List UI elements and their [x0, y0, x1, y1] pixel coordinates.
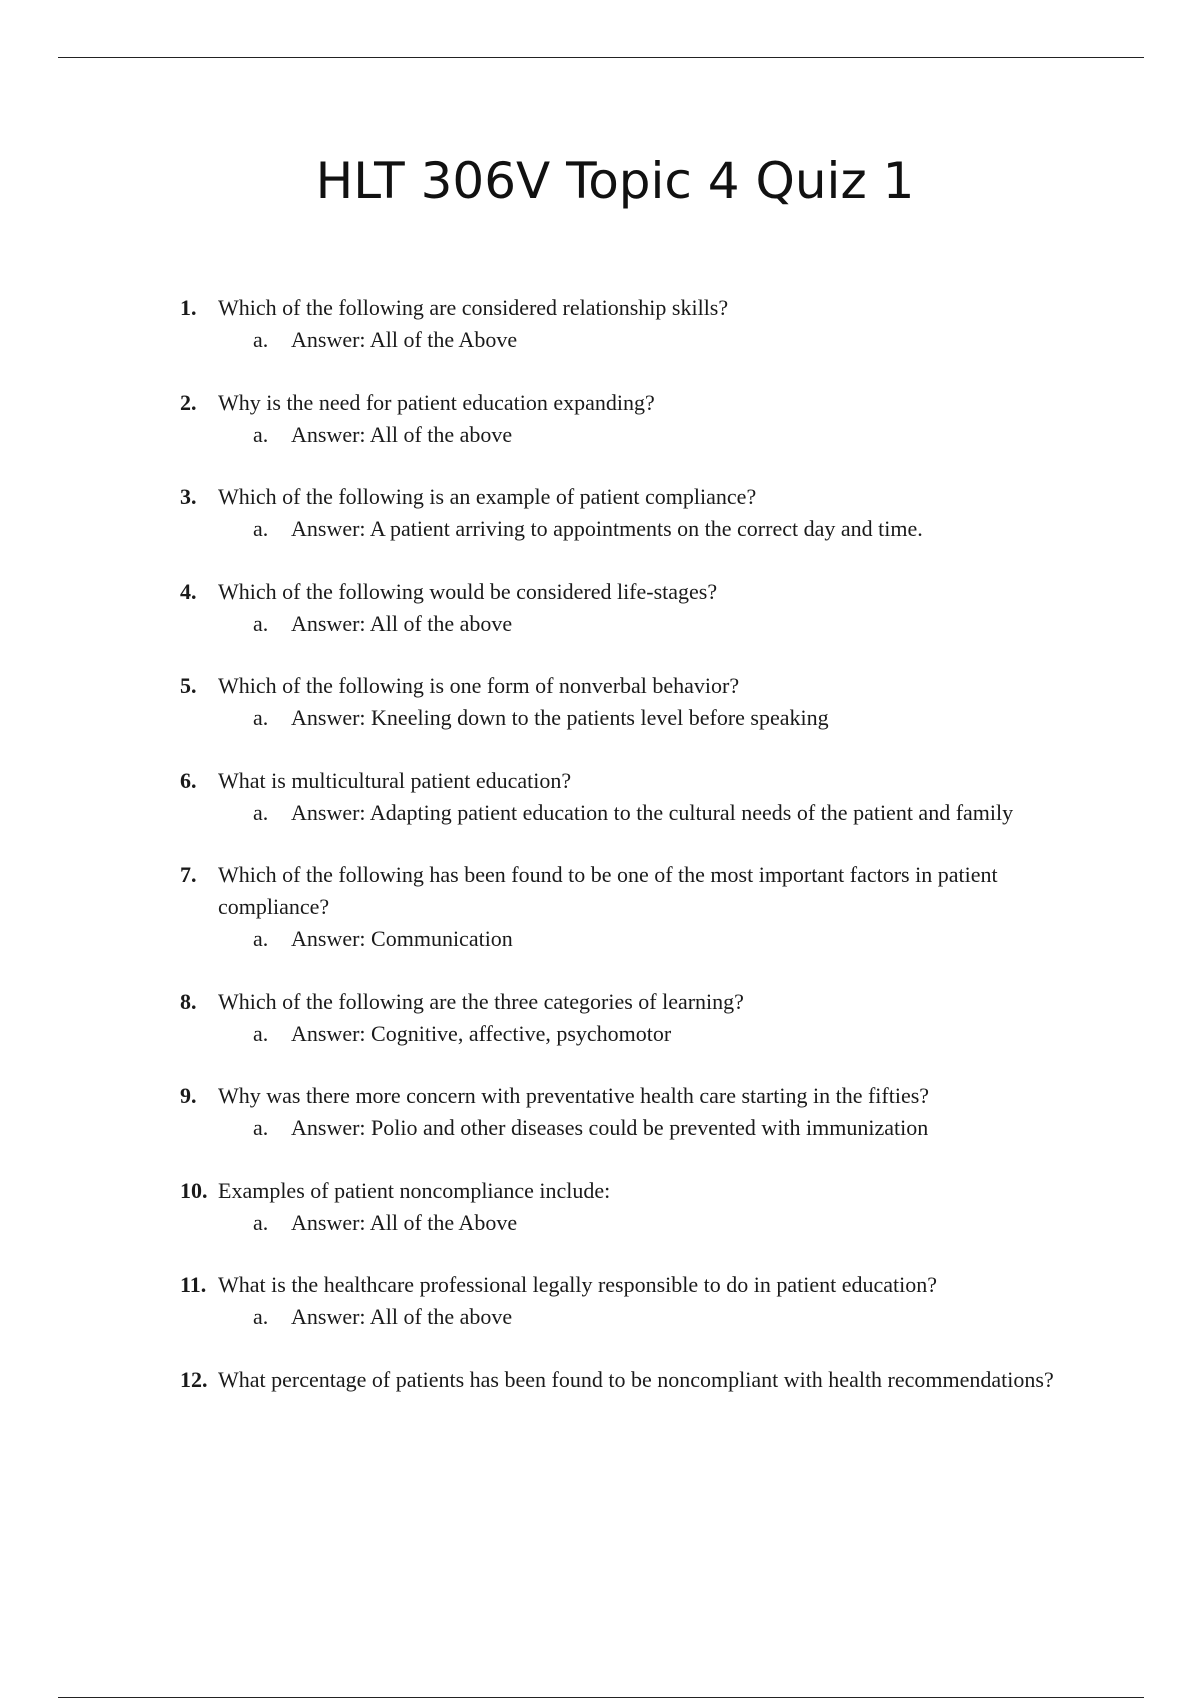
page-title: HLT 306V Topic 4 Quiz 1: [315, 152, 915, 210]
question-text: Which of the following is one form of nonverbal behavior?: [218, 673, 740, 698]
question-text: What is multicultural patient education?: [218, 767, 572, 793]
question-item: [180, 576, 1110, 640]
question-number: 3.: [180, 484, 197, 509]
question-number: 8.: [180, 988, 197, 1014]
answer-item: [218, 608, 1110, 640]
answer-item: [218, 324, 1110, 356]
answer-letter: a.: [253, 610, 269, 636]
answer-text: Answer: Adapting patient education to the cultural needs of the patient and family: [291, 799, 1014, 825]
question-item: [180, 1080, 1110, 1144]
question-text: Which of the following are considered relationship skills?: [218, 295, 729, 320]
answer-letter: a.: [253, 1020, 269, 1046]
answer-letter: a.: [253, 705, 269, 730]
question-text: Which of the following is an example of patient compliance?: [218, 484, 757, 509]
answer-item: [218, 513, 1110, 545]
bottom-rule: [58, 1697, 1144, 1698]
answer-letter: a.: [253, 1209, 269, 1235]
answer-letter: a.: [253, 1304, 269, 1329]
answer-item: [218, 923, 1110, 955]
top-rule: [58, 57, 1144, 58]
question-number: 2.: [180, 389, 197, 415]
answer-text: Answer: Kneeling down to the patients level before speaking: [291, 705, 829, 730]
answer-letter: a.: [253, 516, 269, 541]
question-number: 11.: [180, 1272, 207, 1297]
answer-letter: a.: [253, 421, 269, 447]
answer-item: [218, 1207, 1110, 1239]
question-list: [180, 292, 1110, 1426]
question-number: 7.: [180, 862, 197, 887]
answer-text: Answer: A patient arriving to appointments on the correct day and time.: [291, 516, 923, 541]
answer-letter: a.: [253, 327, 269, 352]
question-item: [180, 292, 1110, 356]
question-item: [180, 1175, 1110, 1239]
question-number: 10.: [180, 1177, 208, 1203]
question-number: 9.: [180, 1083, 197, 1108]
answer-letter: a.: [253, 1115, 269, 1140]
answer-letter: a.: [253, 799, 269, 825]
question-number: 12.: [180, 1366, 208, 1392]
question-text: Why was there more concern with preventative health care starting in the fifties?: [218, 1083, 930, 1108]
question-text: Which of the following are the three categories of learning?: [218, 988, 744, 1014]
question-item: [180, 387, 1110, 451]
answer-item: [218, 702, 1110, 734]
question-item: [180, 765, 1110, 829]
question-text: What percentage of patients has been found to be noncompliant with health recommendations?: [218, 1366, 1054, 1392]
answer-letter: a.: [253, 926, 269, 951]
answer-text: Answer: All of the Above: [291, 327, 518, 352]
answer-item: [218, 1112, 1110, 1144]
question-text: Examples of patient noncompliance include:: [218, 1177, 611, 1203]
question-text: Which of the following would be considered life-stages?: [218, 578, 718, 604]
question-item: [180, 670, 1110, 734]
question-item: [180, 1364, 1110, 1396]
answer-text: Answer: Polio and other diseases could be prevented with immunization: [291, 1115, 929, 1140]
answer-text: Answer: Communication: [291, 926, 513, 951]
question-item: [180, 1269, 1110, 1333]
question-number: 6.: [180, 767, 197, 793]
answer-item: [218, 1018, 1110, 1050]
question-number: 5.: [180, 673, 197, 698]
answer-text: Answer: All of the Above: [291, 1209, 518, 1235]
answer-text: Answer: Cognitive, affective, psychomotor: [291, 1020, 672, 1046]
question-number: 1.: [180, 295, 197, 320]
question-item: [180, 481, 1110, 545]
question-item: [180, 986, 1110, 1050]
answer-text: Answer: All of the above: [291, 1304, 513, 1329]
question-number: 4.: [180, 578, 197, 604]
question-text: What is the healthcare professional legally responsible to do in patient education?: [218, 1272, 938, 1297]
question-item: [180, 859, 1110, 955]
answer-item: [218, 797, 1110, 829]
answer-item: [218, 1301, 1110, 1333]
question-text: Why is the need for patient education expanding?: [218, 389, 655, 415]
answer-text: Answer: All of the above: [291, 421, 513, 447]
answer-item: [218, 419, 1110, 451]
answer-text: Answer: All of the above: [291, 610, 513, 636]
question-text: Which of the following has been found to be one of the most important factors in patient compliance?: [218, 862, 998, 919]
